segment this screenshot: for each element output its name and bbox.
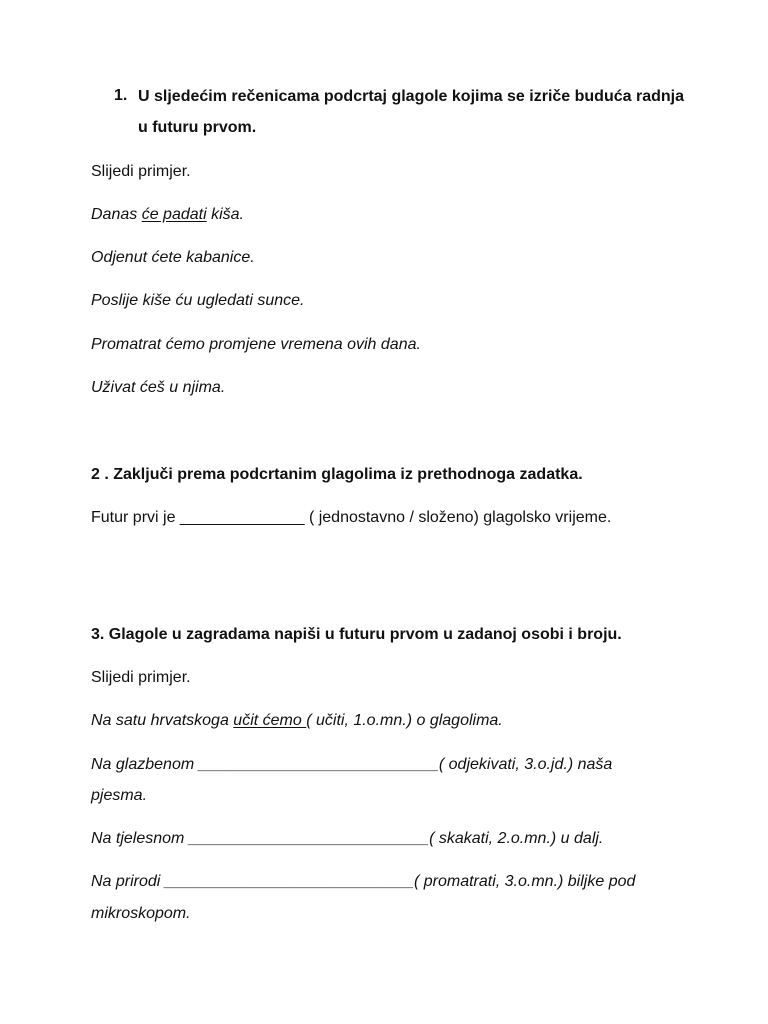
task1-heading-line2: u futuru prvom. [138, 119, 257, 136]
task3-item-line: pjesma. [91, 787, 148, 804]
task3-item-line: mikroskopom. [91, 905, 191, 922]
example-text-before: Danas [91, 206, 142, 223]
task1-sentence: Odjenut ćete kabanice. [91, 249, 255, 266]
task3-item-line: Na tjelesnom ___________________________( skakati, 2.o.mn.) u dalj. [91, 830, 604, 847]
task3-example-sentence [91, 711, 503, 731]
task1-sentence: Poslije kiše ću ugledati sunce. [91, 292, 305, 309]
task3-item-line: Na glazbenom ___________________________( odjekivati, 3.o.jd.) naša [91, 756, 613, 773]
task1-heading-line1: U sljedećim rečenicama podcrtaj glagole kojima se izriče buduća radnja [138, 88, 684, 105]
task1-number: 1. [114, 87, 128, 104]
task1-sentence: Uživat ćeš u njima. [91, 379, 226, 396]
example-text-after: kiša. [206, 206, 244, 223]
task3-item-line: Na prirodi ____________________________( promatrati, 3.o.mn.) biljke pod [91, 873, 636, 890]
task3-heading: 3. Glagole u zagradama napiši u futuru prvom u zadanoj osobi i broju. [91, 626, 622, 643]
task1-example-sentence [91, 205, 244, 225]
task1-instruction: Slijedi primjer. [91, 163, 191, 180]
task3-instruction: Slijedi primjer. [91, 669, 191, 686]
example-underlined-verb: učit ćemo [233, 712, 307, 729]
example-text-before: Na satu hrvatskoga [91, 712, 234, 729]
task2-heading: 2 . Zaključi prema podcrtanim glagolima iz prethodnoga zadatka. [91, 466, 583, 483]
example-text-after: ( učiti, 1.o.mn.) o glagolima. [306, 712, 503, 729]
example-underlined-verb: će padati [141, 206, 207, 223]
task2-fill-sentence: Futur prvi je ______________ ( jednostavno / složeno) glagolsko vrijeme. [91, 509, 612, 526]
task1-sentence: Promatrat ćemo promjene vremena ovih dana. [91, 336, 421, 353]
